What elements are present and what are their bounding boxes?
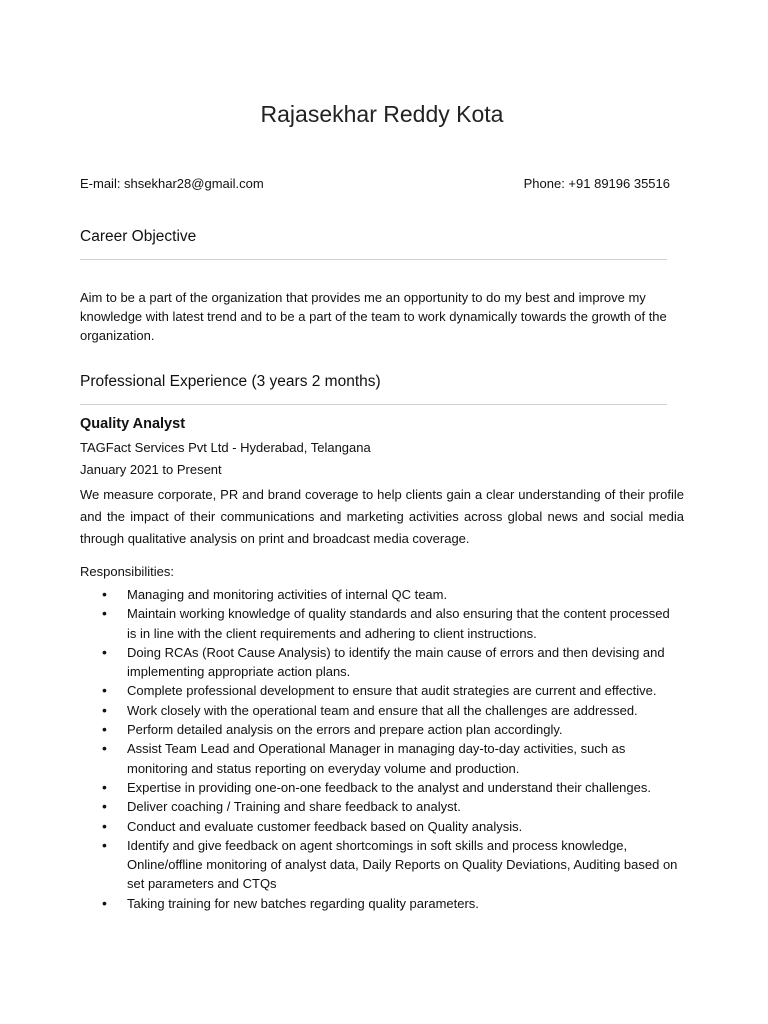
list-item: • Complete professional development to ensure that audit strategies are current and effective.	[80, 681, 680, 700]
section-divider	[80, 404, 667, 405]
responsibilities-label: Responsibilities:	[80, 564, 174, 579]
list-item: • Conduct and evaluate customer feedback based on Quality analysis.	[80, 817, 680, 836]
list-item: • Deliver coaching / Training and share feedback to analyst.	[80, 797, 680, 816]
career-objective-text: Aim to be a part of the organization that provides me an opportunity to do my best and improve my knowledge with latest trend and to be a part of the team to work dynamically towards the growth of the organization.	[80, 290, 667, 343]
list-item: • Perform detailed analysis on the errors and prepare action plan accordingly.	[80, 720, 680, 739]
list-item: • Expertise in providing one-on-one feedback to the analyst and understand their challenges.	[80, 778, 680, 797]
job-title: Quality Analyst	[80, 416, 186, 432]
responsibilities-list	[80, 585, 680, 913]
list-item: • Managing and monitoring activities of internal QC team.	[80, 585, 680, 604]
email-text: E-mail: shsekhar28@gmail.com	[80, 176, 264, 191]
candidate-name: Rajasekhar Reddy Kota	[260, 101, 504, 127]
list-item: • Doing RCAs (Root Cause Analysis) to identify the main cause of errors and then devising and implementing appropriate action plans.	[80, 643, 680, 682]
phone-text: Phone: +91 89196 35516	[523, 176, 670, 191]
job-description: We measure corporate, PR and brand coverage to help clients gain a clear understanding of their profile and the impact of their communications and marketing activities across global news and social media through qualitative analysis on print and broadcast media coverage.	[80, 487, 684, 546]
contact-row	[80, 176, 670, 194]
list-item: • Work closely with the operational team and ensure that all the challenges are addressed.	[80, 701, 680, 720]
section-divider	[80, 259, 667, 260]
list-item: • Taking training for new batches regarding quality parameters.	[80, 894, 680, 913]
list-item: • Assist Team Lead and Operational Manager in managing day-to-day activities, such as monitoring and status reporting on everyday volume and production.	[80, 739, 680, 778]
employment-period: January 2021 to Present	[80, 462, 222, 477]
experience-heading: Professional Experience (3 years 2 months)	[80, 373, 381, 390]
company-name: TAGFact Services Pvt Ltd - Hyderabad, Telangana	[80, 440, 371, 455]
career-objective-heading: Career Objective	[80, 228, 197, 245]
list-item: • Identify and give feedback on agent shortcomings in soft skills and process knowledge, Online/offline monitoring of analyst data, Daily Reports on Quality Deviations, Auditing based on set parameters and CTQs	[80, 836, 680, 894]
list-item: • Maintain working knowledge of quality standards and also ensuring that the content processed is in line with the client requirements and adhering to client instructions.	[80, 604, 680, 643]
